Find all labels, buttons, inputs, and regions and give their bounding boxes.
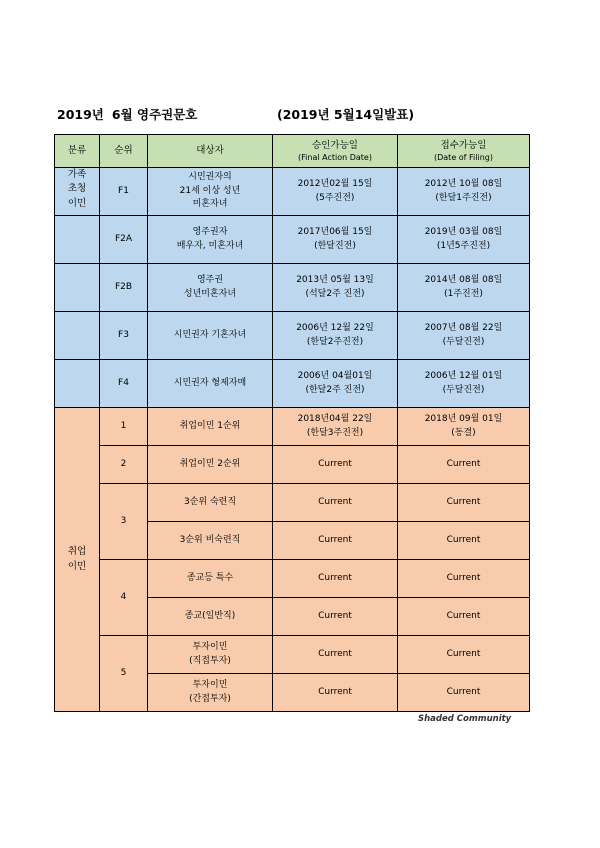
header-final-action: 승인가능일 (Final Action Date): [273, 135, 398, 168]
final-action-date-cell: Current: [273, 636, 398, 674]
target-cell: 취업이민 2순위: [148, 446, 273, 484]
table-header-row: [55, 135, 530, 168]
page-title: [57, 105, 415, 123]
target-cell: 종교(일반직): [148, 598, 273, 636]
filing-date-cell: 2006년 12월 01일 (두달진전): [398, 360, 530, 408]
rank-cell: F2A: [100, 216, 148, 264]
filing-date-cell: 2019년 03월 08일 (1년5주진전): [398, 216, 530, 264]
target-cell: 3순위 비숙련직: [148, 522, 273, 560]
filing-date-cell: 2018년 09월 01일 (동결): [398, 408, 530, 446]
rank-cell: F1: [100, 168, 148, 216]
final-action-date-cell: Current: [273, 484, 398, 522]
final-action-date-cell: Current: [273, 446, 398, 484]
target-cell: 투자이민 (직접투자): [148, 636, 273, 674]
target-cell: 3순위 숙련직: [148, 484, 273, 522]
header-filing: 접수가능일 (Date of Filing): [398, 135, 530, 168]
target-cell: 영주권자 배우자, 미혼자녀: [148, 216, 273, 264]
final-action-date-cell: Current: [273, 598, 398, 636]
table-row: [55, 168, 530, 216]
table-row: [55, 446, 530, 484]
filing-date-cell: Current: [398, 484, 530, 522]
rank-cell: 1: [100, 408, 148, 446]
target-cell: 시민권자의 21세 이상 성년 미혼자녀: [148, 168, 273, 216]
target-cell: 투자이민 (간접투자): [148, 674, 273, 712]
employment-category-cell: 취업 이민: [55, 408, 100, 712]
final-action-date-cell: 2006년 12월 22일 (한달2주진전): [273, 312, 398, 360]
rank-cell: F4: [100, 360, 148, 408]
filing-date-cell: Current: [398, 560, 530, 598]
filing-date-cell: 2014년 08월 08일 (1주진전): [398, 264, 530, 312]
family-category-cell: [55, 264, 100, 312]
filing-date-cell: Current: [398, 446, 530, 484]
family-category-cell: [55, 312, 100, 360]
table-row: [55, 636, 530, 674]
filing-date-cell: 2012년 10월 08일 (한달1주진전): [398, 168, 530, 216]
visa-bulletin-table: [54, 134, 530, 712]
table-row: [55, 216, 530, 264]
target-cell: 취업이민 1순위: [148, 408, 273, 446]
filing-date-cell: Current: [398, 598, 530, 636]
final-action-date-cell: 2013년 05월 13일 (석달2주 진전): [273, 264, 398, 312]
final-action-date-cell: Current: [273, 674, 398, 712]
title-year: 2019년: [57, 107, 104, 122]
final-action-date-cell: 2017년06월 15일 (한달진전): [273, 216, 398, 264]
title-published: (2019년 5월14일발표): [277, 107, 415, 122]
header-category: 분류: [55, 135, 100, 168]
family-category-cell: [55, 216, 100, 264]
final-action-date-cell: Current: [273, 560, 398, 598]
table-row: [55, 312, 530, 360]
table-row: [55, 408, 530, 446]
rank-cell: 3: [100, 484, 148, 560]
target-cell: 영주권 성년미혼자녀: [148, 264, 273, 312]
final-action-date-cell: 2006년 04월01일 (한달2주 진전): [273, 360, 398, 408]
footer-credit: Shaded Community: [418, 714, 512, 724]
target-cell: 종교등 특수: [148, 560, 273, 598]
final-action-date-cell: 2018년04월 22일 (한달3주진전): [273, 408, 398, 446]
rank-cell: 5: [100, 636, 148, 712]
final-action-date-cell: Current: [273, 522, 398, 560]
rank-cell: 4: [100, 560, 148, 636]
filing-date-cell: Current: [398, 674, 530, 712]
family-category-cell: 가족 초청 이민: [55, 168, 100, 216]
rank-cell: 2: [100, 446, 148, 484]
final-action-date-cell: 2012년02월 15일 (5주진전): [273, 168, 398, 216]
title-month: 6월 영주권문호: [111, 107, 198, 122]
target-cell: 시민권자 형제자매: [148, 360, 273, 408]
table-row: [55, 264, 530, 312]
header-target: 대상자: [148, 135, 273, 168]
filing-date-cell: Current: [398, 522, 530, 560]
rank-cell: F3: [100, 312, 148, 360]
family-category-cell: [55, 360, 100, 408]
header-rank: 순위: [100, 135, 148, 168]
table-row: [55, 560, 530, 598]
filing-date-cell: 2007년 08월 22일 (두달진전): [398, 312, 530, 360]
table-row: [55, 484, 530, 522]
target-cell: 시민권자 기혼자녀: [148, 312, 273, 360]
filing-date-cell: Current: [398, 636, 530, 674]
table-row: [55, 360, 530, 408]
rank-cell: F2B: [100, 264, 148, 312]
